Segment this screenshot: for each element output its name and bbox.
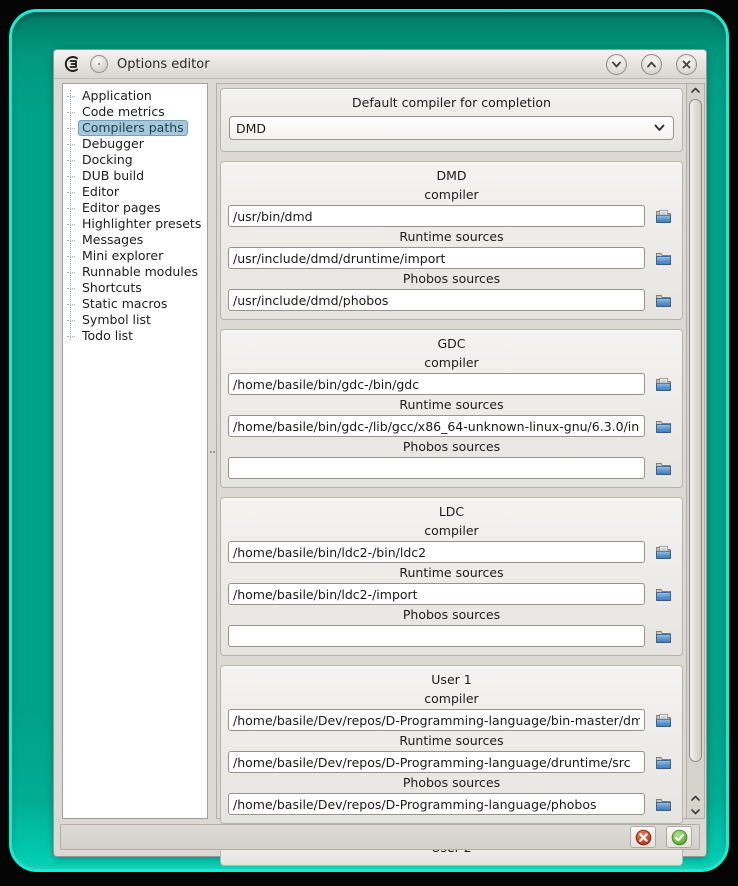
sidebar-item-label: Runnable modules [82,264,198,279]
field-row [228,415,675,437]
cancel-icon [635,829,652,846]
folder-icon [655,419,672,434]
close-button[interactable] [676,54,697,75]
folder-icon [655,461,672,476]
browse-button[interactable] [651,584,675,605]
browse-button[interactable] [651,542,675,563]
chevron-up-icon [691,87,700,94]
compiler-group-title: DMD [436,168,467,183]
settings-panel [216,83,705,819]
browse-button[interactable] [651,248,675,269]
chevron-down-icon [691,808,700,815]
sidebar-item-label: Debugger [82,136,144,151]
app-logo-icon [63,55,81,73]
field-label: Runtime sources [399,229,504,244]
path-input[interactable] [228,289,645,311]
sidebar-item-label: Editor pages [82,200,161,215]
vertical-scrollbar[interactable] [686,84,704,818]
field-row [228,247,675,269]
sidebar-item-label: DUB build [82,168,145,183]
chevron-down-icon [654,124,665,132]
field-row [228,751,675,773]
path-input[interactable] [228,583,645,605]
sidebar-item-label: Highlighter presets [82,216,202,231]
sidebar-item[interactable] [67,120,207,136]
default-compiler-combobox[interactable] [229,116,674,140]
combobox-value: DMD [236,120,267,136]
open-file-icon [655,377,672,392]
sidebar-item-label: Symbol list [82,312,151,327]
browse-button[interactable] [651,374,675,395]
field-row [228,457,675,479]
sidebar-item[interactable] [67,168,207,184]
sidebar-item[interactable] [67,248,207,264]
accept-button[interactable] [666,826,692,848]
folder-icon [655,251,672,266]
field-label: Runtime sources [399,565,504,580]
sidebar-item[interactable] [67,152,207,168]
sidebar-item[interactable] [67,136,207,152]
compiler-group-title: User 1 [431,672,472,687]
sidebar-list [63,84,207,344]
sidebar-item[interactable] [67,328,207,344]
compiler-group [220,497,683,656]
accept-icon [671,829,688,846]
sidebar-item-label: Docking [82,152,133,167]
sidebar-item[interactable] [67,200,207,216]
scroll-up-button[interactable] [687,84,704,97]
settings-viewport [217,84,686,818]
folder-icon [655,629,672,644]
field-label: Runtime sources [399,733,504,748]
main-area [54,79,706,819]
field-label: Phobos sources [402,439,501,454]
compiler-group [220,329,683,488]
sidebar-item[interactable] [67,312,207,328]
chevron-down-icon [611,59,622,70]
field-label: compiler [424,187,479,202]
sidebar-item-label: Editor [82,184,119,199]
default-compiler-group [220,88,683,152]
action-toolbar [60,824,700,850]
field-row [228,541,675,563]
field-row [228,205,675,227]
field-row [228,289,675,311]
path-input[interactable] [228,373,645,395]
browse-button[interactable] [651,626,675,647]
compiler-groups-container [220,161,683,866]
window-menu-button[interactable] [90,55,108,73]
chevron-up-icon [646,59,657,70]
field-row [228,373,675,395]
folder-icon [655,797,672,812]
close-icon [681,59,692,70]
sidebar-item[interactable] [67,296,207,312]
browse-button[interactable] [651,206,675,227]
browse-button[interactable] [651,458,675,479]
path-input[interactable] [228,625,645,647]
options-editor-window [54,50,706,856]
path-input[interactable] [228,457,645,479]
sidebar-item-label: Messages [82,232,144,247]
window-title: Options editor [117,56,210,72]
sidebar-item[interactable] [67,232,207,248]
sidebar-item[interactable] [67,184,207,200]
browse-button[interactable] [651,416,675,437]
field-row [228,709,675,731]
default-compiler-group-title: Default compiler for completion [352,95,551,110]
field-label: compiler [424,355,479,370]
path-input[interactable] [228,709,645,731]
scroll-up-button-bottom[interactable] [687,792,704,805]
compiler-group [220,161,683,320]
sidebar-splitter[interactable] [208,83,216,819]
sidebar-item[interactable] [67,280,207,296]
field-label: Phobos sources [402,607,501,622]
compiler-group-title: GDC [437,336,466,351]
sidebar-item-label: Todo list [82,328,134,343]
path-input[interactable] [228,541,645,563]
field-row [228,583,675,605]
browse-button[interactable] [651,710,675,731]
open-file-icon [655,713,672,728]
sidebar-item[interactable] [67,264,207,280]
sidebar-item-label: Mini explorer [82,248,164,263]
titlebar[interactable] [54,50,706,79]
sidebar-item[interactable] [67,216,207,232]
scroll-down-button[interactable] [687,805,704,818]
folder-icon [655,755,672,770]
browse-button[interactable] [651,290,675,311]
category-sidebar [62,83,208,819]
open-file-icon [655,545,672,560]
compiler-group [220,665,683,824]
open-file-icon [655,209,672,224]
browse-button[interactable] [651,794,675,815]
field-label: Runtime sources [399,397,504,412]
unshade-button[interactable] [641,54,662,75]
field-label: Phobos sources [402,271,501,286]
compiler-group-title: LDC [438,504,465,519]
cancel-button[interactable] [630,826,656,848]
field-row [228,793,675,815]
path-input[interactable] [228,205,645,227]
sidebar-item[interactable] [67,88,207,104]
sidebar-item-label: Compilers paths [78,120,188,136]
path-input[interactable] [228,247,645,269]
browse-button[interactable] [651,752,675,773]
sidebar-item-label: Code metrics [82,104,165,119]
path-input[interactable] [228,751,645,773]
chevron-up-icon [691,795,700,802]
sidebar-item-label: Application [82,88,152,103]
shade-button[interactable] [606,54,627,75]
path-input[interactable] [228,793,645,815]
sidebar-item[interactable] [67,104,207,120]
scrollbar-track[interactable] [688,97,703,792]
field-label: Phobos sources [402,775,501,790]
scrollbar-thumb[interactable] [689,99,702,762]
field-label: compiler [424,523,479,538]
window-frame [9,9,729,872]
sidebar-item-label: Static macros [82,296,168,311]
folder-icon [655,293,672,308]
sidebar-item-label: Shortcuts [82,280,142,295]
folder-icon [655,587,672,602]
path-input[interactable] [228,415,645,437]
field-label: compiler [424,691,479,706]
field-row [228,625,675,647]
